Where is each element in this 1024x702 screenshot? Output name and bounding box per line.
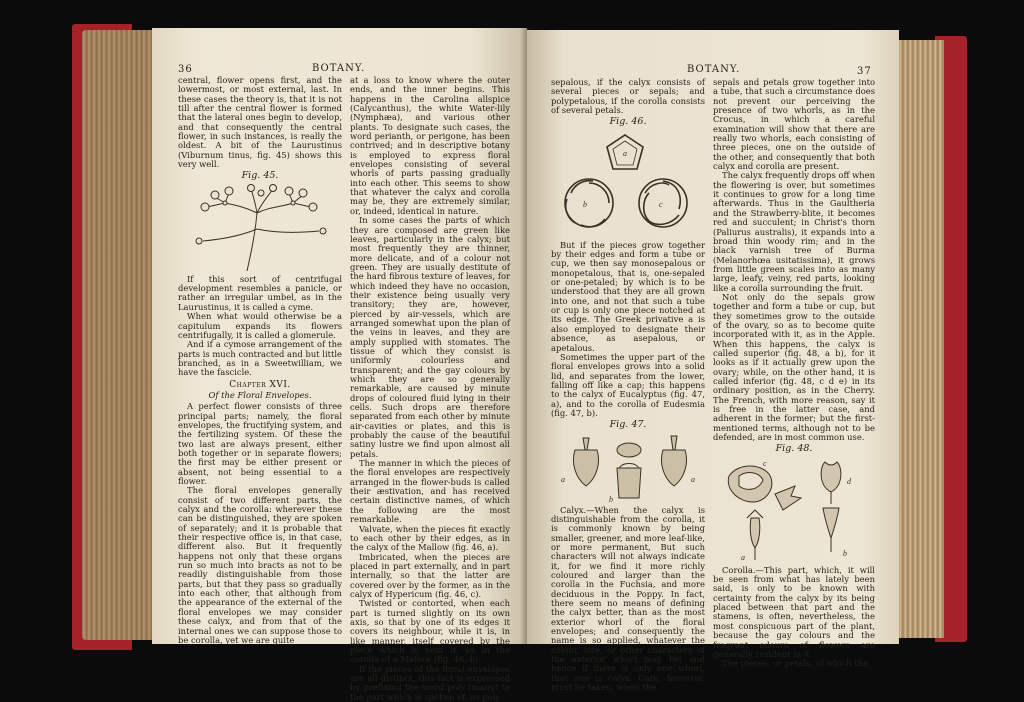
paragraph: If this sort of centrifugal development resembles a panicle, or rather an irregular umbel, as in the Laurustinus, it is called a cyme.	[178, 273, 342, 312]
paragraph: Not only do the sepals grow together and form a tube or cup, but they sometimes grow to the outside of the ovary, so as to become quite incorporated with it, as in the Apple. When this happens, the calyx is called superior (fig. 48, a b), for it looks as if it actually grew upon the ovary; while, on the other hand, it is called inferior (fig. 48, c d e) in its ordinary position, as in the Cherry. The French, with more reason, say it is free in the latter case, and adherent in the former; but the first-mentioned terms, although not to be defended, are in most common use.	[713, 291, 875, 443]
paragraph: When what would otherwise be a capitulum expands its flowers centrifugally, it is called a glomerule.	[178, 311, 342, 340]
fig-48-label: a	[741, 552, 745, 562]
chapter-subheading: Of the Floral Envelopes.	[208, 389, 312, 400]
page-number-left: 36	[178, 64, 193, 75]
fig-46-label: b	[583, 199, 587, 209]
fig-48-calyx-illustration	[719, 456, 869, 566]
fig-47-caption: Fig. 47.	[609, 419, 647, 431]
fig-47-label: a	[691, 474, 695, 484]
paragraph: Twisted or contorted, when each part is turned slightly on its own axis, so that by one of its edges it covers its neighbour, while it is, in like manner, itself covered by the piece which is next it, as in the corolla of a Mallow (fig. 46, b).	[350, 598, 510, 665]
paragraph: Valvate, when the pieces fit exactly to each other by their edges, as in the calyx of the Mallow (fig. 46, a).	[350, 523, 510, 553]
paragraph: sepalous, if the calyx consists of several pieces or sepals; and polypetalous, if the corolla consists of several petals.	[551, 77, 705, 116]
fig-48-label: d	[847, 476, 851, 486]
left-column-1	[178, 76, 342, 645]
paragraph: The pieces, or petals, of which the	[722, 658, 869, 669]
fig-47-calyptra-illustration	[553, 432, 703, 506]
paragraph: Imbricated, when the pieces are placed in part externally, and in part internally, so that the latter are covered over by the former, as in the calyx of Hypericum (fig. 46, c).	[350, 551, 510, 599]
paragraph: The floral envelopes generally consist of two different parts, the calyx and the corolla: wherever these can be distinguished, they are spoken of separately; and it is probable that their respective office is, in that case, different also. But it frequently happens not only that these organs run so much into bracts as not to be readily distinguishable from those parts, but that they pass so gradually into each other, that although from the appearance of the external of the floral envelopes we may consider these calyx, and from that of the internal ones we can suppose those to be corolla, yet we are quite	[178, 485, 342, 645]
fig-47-label: b	[609, 494, 613, 504]
page-edges-right	[896, 40, 944, 638]
paragraph: Calyx.—When the calyx is distinguishable from the corolla, it is commonly known by being smaller, greener, and more leaf-like, or more permanent, But such characters will not always indicate it, for we find it more richly coloured and larger than the corolla in the Fuchsia, and more deciduous in the Poppy. In fact, there seem no means of defining the calyx better, than as the most exterior whorl of the floral envelopes; and consequently the name is so applied, whatever the colour, size, or other characters of the exterior whorl may be; and hence if there is only one whorl, that one is calyx. Care, however, must be taken, when the	[551, 504, 705, 693]
paragraph: Corolla.—This part, which, it will be seen from what has lately been said, is only to be known with certainty from the calyx by its being placed between that part and the stamens, is often, nevertheless, the most conspicuous part of the plant, because the gay colours and the fragrant odours of flowers are generally resident in it.	[713, 564, 875, 659]
page-number-right: 37	[857, 66, 872, 77]
fig-48-caption: Fig. 48.	[775, 443, 813, 455]
running-head-right: BOTANY.	[687, 64, 741, 75]
fig-47-label: a	[561, 474, 565, 484]
paragraph: The calyx frequently drops off when the flowering is over, but sometimes it continues to grow for a long time afterwards. Thus in the Gaultheria and the Strawberry-blite, it becomes red and succulent; in Christ's thorn (Paliurus australis), it expands into a broad thin woody rim; and in the black varnish tree of Burma (Melanorhœa usitatissima), it grows from little green scales into as many large, leafy, veiny, red parts, looking like a corolla surrounding the fruit.	[713, 170, 875, 293]
running-head-left: BOTANY.	[312, 63, 366, 74]
right-column-2	[713, 78, 875, 669]
paragraph: Sometimes the upper part of the floral envelopes grows into a solid lid, and separates from the lower, falling off like a cap; this happens to the calyx of Eucalyptus (fig. 47, a), and to the corolla of Eudesmia (fig. 47, b).	[551, 351, 705, 418]
paragraph: If the pieces of the floral envelopes are all distinct, this fact is expressed by prefixing the word poly (many) to the part which is spoken of, as poly-	[350, 663, 510, 702]
page-edges-left	[82, 30, 162, 640]
fig-45-caption: Fig. 45.	[241, 170, 279, 182]
paragraph: In some cases the parts of which they are composed are green like leaves, particularly in the calyx; but most frequently they are thinner, more delicate, and of a colour not green. They are usually destitute of the hard fibrous texture of leaves, for which indeed they have no occasion, their existence being usually very transitory; they are, however, pierced by air-vessels, which are arranged somewhat upon the plan of the veins in leaves, and they are amply supplied with stomates. The tissue of which they consist is uniformly colourless and transparent; and the gay colours by which they are so generally remarkable, are caused by minute drops of coloured fluid lying in their cells. Such drops are therefore separated from each other by minute air-cavities or plates, and this is probably the cause of the beautiful satiny lustre we find upon almost all petals.	[350, 215, 510, 459]
left-page	[152, 28, 527, 702]
paragraph: And if a cymose arrangement of the parts is much contracted and but little branched, as in a Sweetwilliam, we have the fascicle.	[178, 339, 342, 378]
fig-46-aestivation-illustration	[553, 129, 703, 241]
paragraph: But if the pieces grow together by their edges and form a tube or cup, we then say monosepalous or monopetalous, that is, one-sepaled or one-petaled; by which is to be understood that they are all grown into one, and not that such a tube or cup is only one piece notched at its edge. The Greek privative a is also employed to designate their absence, as asepalous, or apetalous.	[551, 239, 705, 353]
paragraph: A perfect flower consists of three principal parts; namely, the floral envelopes, the fructifying system, and the fertilizing system. Of these the two last are always present, either both together or in separate flowers; the first may be either present or absent, not being essential to a flower.	[178, 401, 342, 486]
paragraph: central, flower opens first, and the lowermost, or most external, last. In these cases the theory is, that it is not till after the central flower is formed that the lateral ones begin to develop, and that consequently the central flower, in such instances, is really the oldest. A bit of the Laurustinus (Viburnum tinus, fig. 45) shows this very well.	[178, 75, 342, 170]
fig-48-label: b	[843, 548, 847, 558]
fig-46-label: c	[659, 199, 663, 209]
paragraph: at a loss to know where the outer ends, and the inner begins. This happens in the Carolina allspice (Calycanthus), the white Water-lily (Nymphæa), and various other plants. To designate such cases, the word perianth, or perigone, has been contrived; and in descriptive botany is employed to express floral envelopes consisting of several whorls of parts passing gradually into each other. This seems to show that whatever the calyx and corolla may be, they are extremely similar, or, indeed, identical in nature.	[350, 75, 510, 216]
right-column-1	[551, 78, 705, 692]
chapter-heading: Chapter XVI.	[229, 379, 291, 390]
left-column-2	[350, 76, 510, 702]
paragraph: The manner in which the pieces of the floral envelopes are respectively arranged in the flower-buds is called their æstivation, and has received certain distinctive names, of which the following are the most remarkable.	[350, 458, 510, 525]
fig-45-laurustinus-illustration	[185, 183, 335, 275]
fig-46-caption: Fig. 46.	[609, 116, 647, 128]
fig-46-label: a	[623, 148, 627, 158]
right-page	[527, 30, 899, 693]
fig-48-label: c	[763, 458, 767, 468]
paragraph: sepals and petals grow together into a tube, that such a circumstance does not prevent our perceiving the presence of two whorls, as in the Crocus, in which a careful examination will show that there are really two whorls, each consisting of three pieces, one on the outside of the other, and consequently that both calyx and corolla are present.	[713, 77, 875, 172]
